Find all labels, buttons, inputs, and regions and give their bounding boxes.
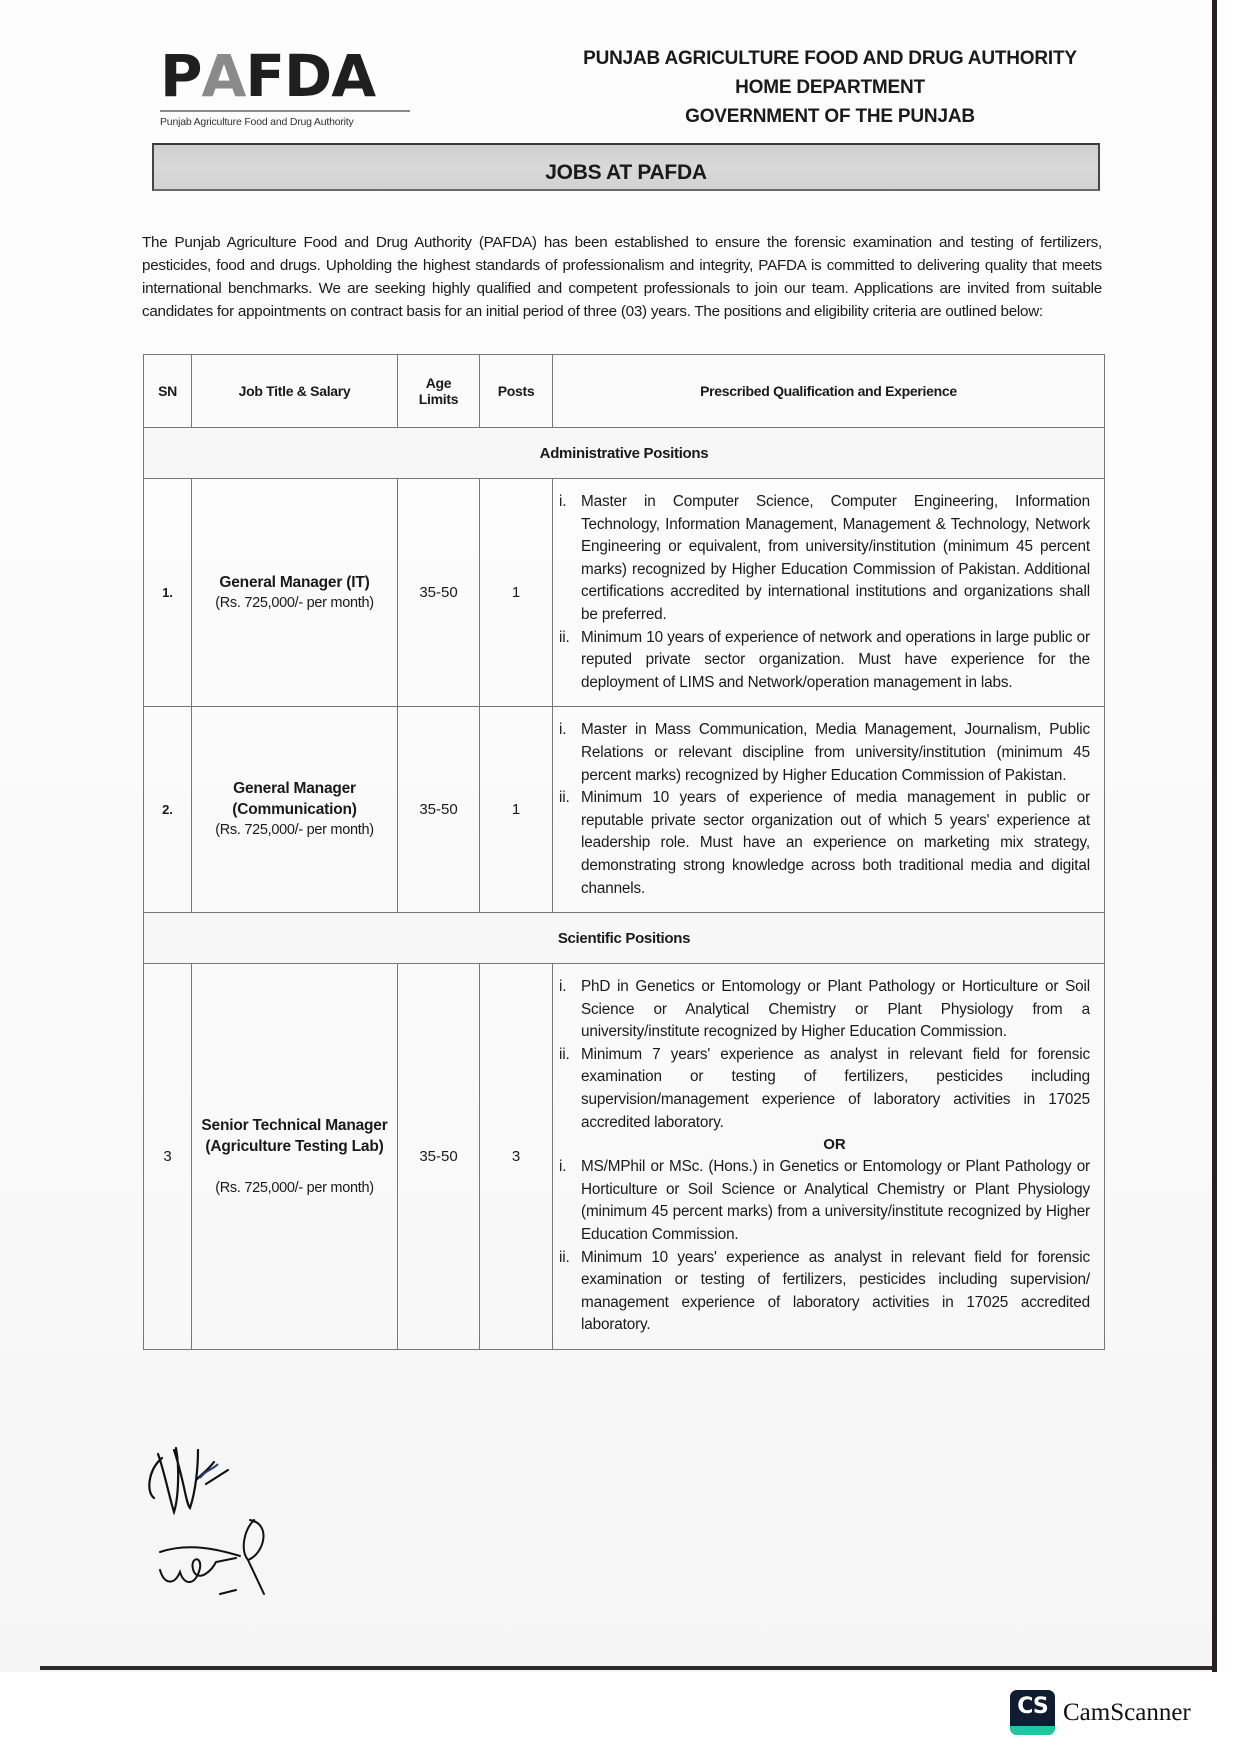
intro-paragraph: The Punjab Agriculture Food and Drug Authority (PAFDA) has been established to ensure the forensic examination and testing of fertilizers, pesticides, food and drugs. Upholding the highest standards of professionalism and integrity, PAFDA is committed to delivering quality that meets international benchmarks. We are seeking highly qualified and competent professionals to join our team. Applications are invited from suitable candidates for appointments on contract basis for an initial period of three (03) years. The positions and eligibility criteria are outlined below: (142, 234, 1102, 321)
job-posts: 3 (480, 964, 553, 1350)
job-age-limits: 35-50 (398, 964, 480, 1350)
logo-wordmark (160, 42, 430, 110)
job-sn: 1. (144, 479, 192, 707)
qualification-number: i. (559, 721, 567, 739)
jobs-banner (152, 143, 1100, 191)
qualification-item (559, 627, 1090, 695)
job-sn: 2. (144, 707, 192, 913)
job-salary: (Rs. 725,000/- per month) (215, 822, 374, 839)
table-header-row (144, 355, 1105, 428)
qualification-or-separator: OR (823, 1136, 846, 1154)
section-title: Administrative Positions (144, 428, 1105, 479)
section-title: Scientific Positions (144, 913, 1105, 964)
qualification-list (559, 976, 1090, 1134)
header-sn: SN (144, 355, 192, 428)
qualification-list (559, 491, 1090, 694)
logo-letter: A (201, 42, 246, 110)
logo-divider (160, 110, 410, 112)
job-title-cell (192, 707, 398, 913)
banner-title: JOBS AT PAFDA (545, 161, 707, 184)
header-job-title: Job Title & Salary (192, 355, 398, 428)
qualification-text: Master in Mass Communication, Media Management, Journalism, Public Relations or relevant discipline from university/institution (minimum 45 percent marks) recognized by Higher Education Commission of Pakistan. (581, 721, 1090, 784)
header-age-limits (398, 355, 480, 428)
qualification-item (559, 787, 1090, 900)
job-title: General Manager (IT) (219, 573, 370, 591)
alternative-qualification-list (559, 1156, 1090, 1337)
header-line-department: HOME DEPARTMENT (735, 77, 925, 98)
qualification-text: Minimum 10 years of experience of media management in public or reputable private sector organization out of which 5 years' experience at leadership role. Must have an experience on marketing mix strategy, demonstrating strong knowledge across both traditional media and digital channels. (581, 789, 1090, 897)
job-sn: 3 (144, 964, 192, 1350)
jobs-table (143, 354, 1105, 1350)
header-line-authority: PUNJAB AGRICULTURE FOOD AND DRUG AUTHORITY (583, 48, 1077, 69)
qualification-number: i. (559, 978, 567, 996)
qualification-list (559, 719, 1090, 900)
header-age-line1: Age (425, 375, 452, 391)
camscanner-watermark (1010, 1690, 1191, 1735)
job-title-cell (192, 964, 398, 1350)
job-salary: (Rs. 725,000/- per month) (215, 1179, 374, 1196)
qualification-text: Minimum 10 years' experience as analyst in relevant field for forensic examination or testing of fertilizers, pesticides including supervision/ management experience of laboratory activities in 17025 accredited laboratory. (581, 1248, 1090, 1334)
section-row-administrative (144, 428, 1105, 479)
header-age-line2: Limits (418, 391, 459, 407)
header-posts: Posts (480, 355, 553, 428)
qualification-number: i. (559, 493, 567, 510)
camscanner-logo-icon (1010, 1690, 1055, 1735)
header-qualification: Prescribed Qualification and Experience (553, 355, 1105, 428)
logo-tagline: Punjab Agriculture Food and Drug Authority (160, 116, 354, 128)
job-posts: 1 (480, 707, 553, 913)
table-row (144, 707, 1105, 913)
qualification-number: i. (559, 1158, 567, 1176)
job-salary: (Rs. 725,000/- per month) (215, 594, 374, 611)
qualification-item (559, 719, 1090, 787)
job-title: General Manager (Communication) (232, 780, 357, 819)
qualification-number: ii. (559, 789, 570, 807)
job-qualification-cell (553, 964, 1105, 1350)
qualification-item (559, 1044, 1090, 1134)
table-row (144, 964, 1105, 1350)
qualification-item (559, 491, 1090, 627)
qualification-text: Minimum 10 years of experience of network and operations in large public or reputed private sector organization. Must have experience for the deployment of LIMS and Network/operation management in labs. (581, 628, 1090, 691)
job-age-limits: 35-50 (398, 707, 480, 913)
qualification-item (559, 1156, 1090, 1246)
header-line-government: GOVERNMENT OF THE PUNJAB (685, 106, 975, 127)
qualification-text: Minimum 7 years' experience as analyst in relevant field for forensic examination or testing of fertilizers, pesticides including supervision/management experience of laboratory activities in 17025 accredited laboratory. (581, 1045, 1090, 1131)
qualification-item (559, 976, 1090, 1044)
camscanner-badge-text: CS (1017, 1694, 1048, 1719)
job-age-limits: 35-50 (398, 479, 480, 707)
signature-2 (140, 1510, 280, 1600)
logo-letter: P (160, 42, 202, 110)
qualification-item (559, 1247, 1090, 1337)
page-edge (40, 1666, 1212, 1670)
logo-letter: D (284, 42, 332, 110)
qualification-text: PhD in Genetics or Entomology or Plant Pathology or Horticulture or Soil Science or Analytical Chemistry or Plant Physiology from a university/institute recognized by Higher Education Commission. (581, 978, 1090, 1041)
signature-1 (140, 1440, 240, 1520)
logo-letter: A (331, 42, 376, 110)
job-title-cell (192, 479, 398, 707)
job-qualification-cell (553, 479, 1105, 707)
camscanner-name: CamScanner (1063, 1698, 1191, 1726)
pafda-logo (160, 42, 430, 128)
table-row (144, 479, 1105, 707)
organization-header (560, 44, 1100, 131)
qualification-number: ii. (559, 628, 570, 646)
job-title: Senior Technical Manager (Agriculture Testing Lab) (201, 1116, 388, 1155)
logo-letter: F (245, 42, 285, 110)
qualification-number: ii. (559, 1248, 570, 1266)
qualification-text: MS/MPhil or MSc. (Hons.) in Genetics or Entomology or Plant Pathology or Horticulture or Soil Science or Analytical Chemistry or Plant Physiology (minimum 45 percent marks) from a university/institute recognized by Higher Education Commission. (581, 1158, 1090, 1244)
job-posts: 1 (480, 479, 553, 707)
qualification-text: Master in Computer Science, Computer Engineering, Information Technology, Information Management, Management & Technology, Network Engineering or equivalent, from university/institution (minimum 45 percent marks) recognized by Higher Education Commission of Pakistan. Additional certifications accredited by international institutions and organizations shall be preferred. (581, 493, 1090, 623)
job-qualification-cell (553, 707, 1105, 913)
qualification-number: ii. (559, 1045, 570, 1063)
section-row-scientific (144, 913, 1105, 964)
